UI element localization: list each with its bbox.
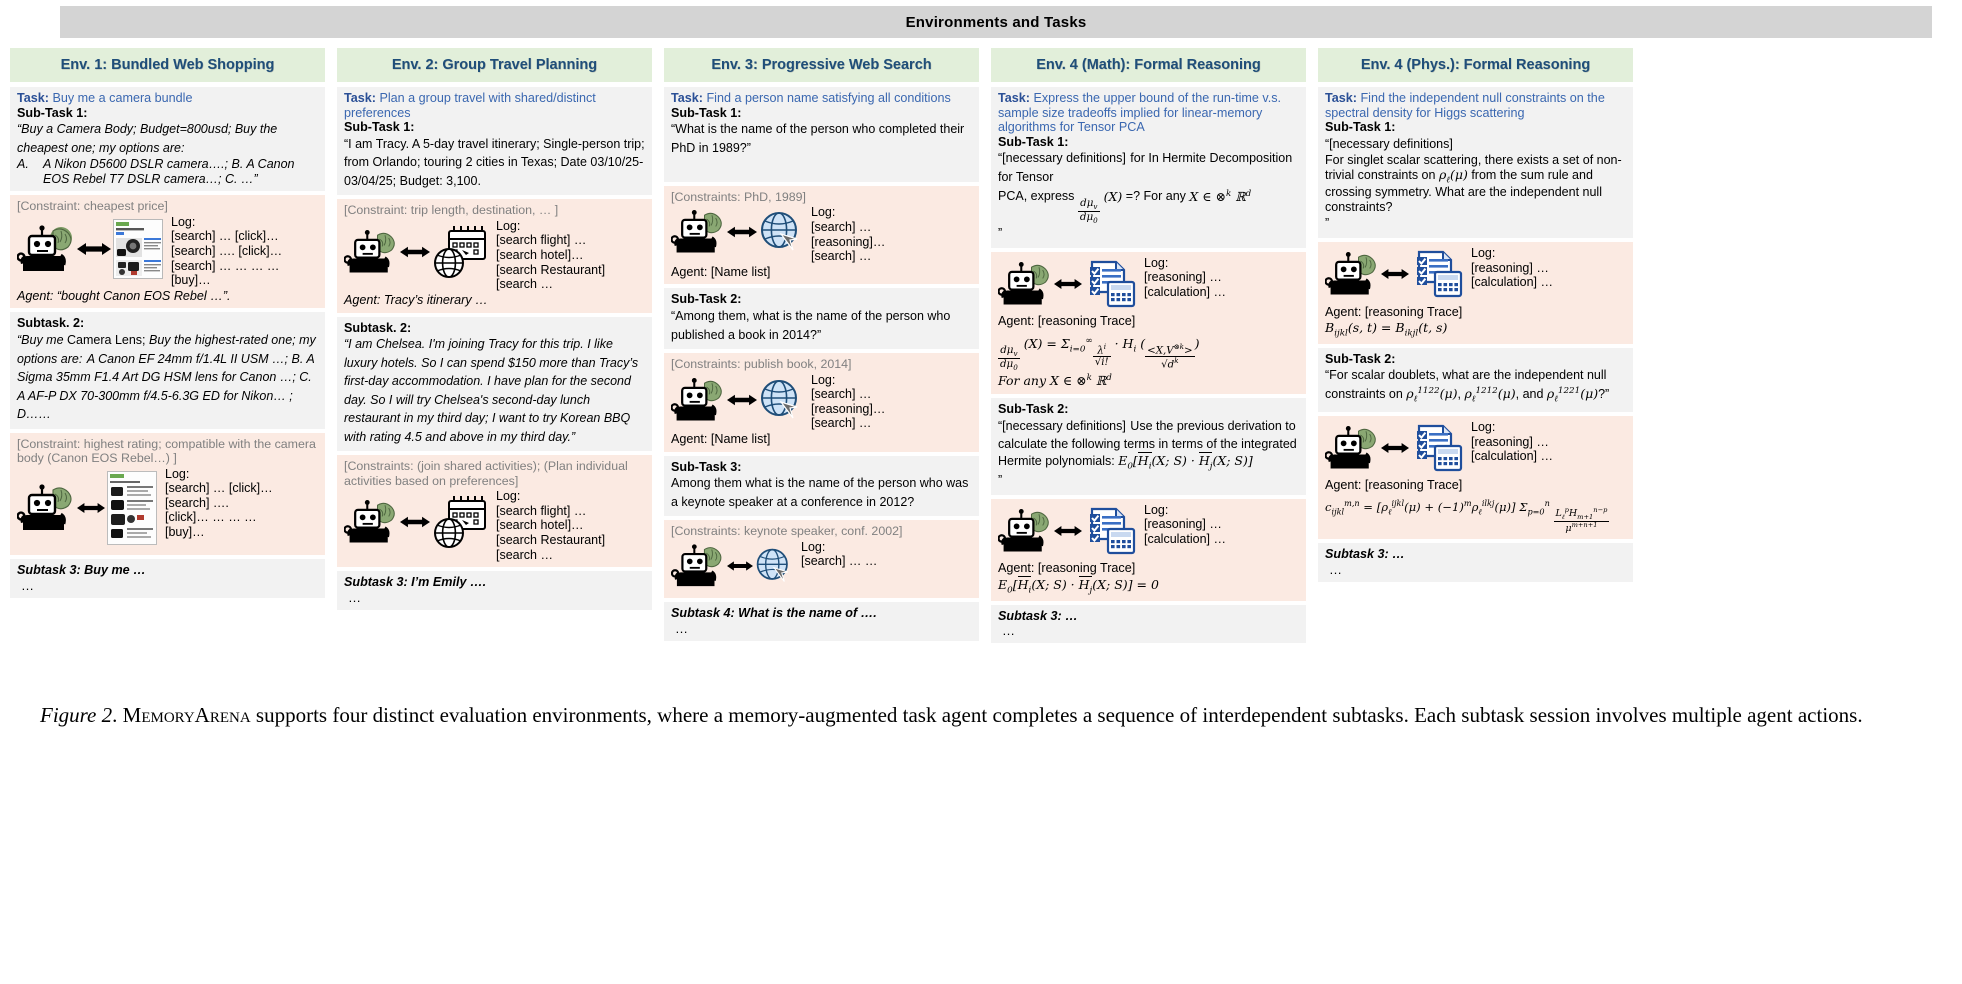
env3-agent3-row: [671, 540, 972, 594]
phys-agent1-formula: $B_{ijkl}(s$, $t) = B_{ikjl}(t$, s): [1325, 320, 1448, 339]
phys-task-label: Task:: [1325, 91, 1357, 105]
column-header-env2: [337, 48, 652, 82]
phys-subtask2-label: Sub-Task 2:: [1325, 351, 1396, 366]
env1-subtask1-label: Sub-Task 1:: [17, 105, 88, 120]
double-arrow-icon: [727, 559, 753, 579]
env2-task-text: Plan a group travel with shared/distinct preferences: [344, 91, 596, 120]
phys-subtask1-line2-post: from the sum rule and crossing symmetry. What are the independent null constraints?: [1325, 167, 1602, 214]
env2-task-label: Task:: [344, 91, 376, 105]
dmu-fraction: $\frac{d\mu_v}{d\mu_0}$ (X): [1079, 188, 1123, 225]
env1-log1-line3: [buy]…: [171, 273, 211, 288]
env2-log2-line0: [search flight] …: [496, 503, 587, 518]
env1-agent1-row: [17, 215, 318, 288]
env3-task-text: Find a person name satisfying all conditions: [706, 91, 951, 105]
robot-brain-icon: [671, 209, 725, 261]
phys-subtask1-close: ”: [1325, 216, 1330, 231]
system-name: MemoryArena: [122, 703, 251, 727]
math-subtask2-close: ”: [998, 473, 1003, 488]
env2-agent1-block: [337, 199, 652, 312]
column-env2: [337, 48, 652, 673]
env3-agent2-block: [664, 353, 979, 451]
double-arrow-icon: [1381, 440, 1409, 462]
env2-constraint1: [Constraint: trip length, destination, … ]: [344, 203, 559, 218]
robot-brain-icon: [671, 377, 725, 429]
env3-subtask3-label: Sub-Task 3:: [671, 459, 742, 474]
phys-agent1-row: [1325, 246, 1626, 304]
env1-subtask2-block: [10, 312, 325, 428]
env3-task-line: [671, 91, 972, 106]
phys-log1-title: Log:: [1471, 246, 1496, 261]
phys-agent2-row: [1325, 420, 1626, 478]
phys-agent1-block: [1318, 242, 1633, 344]
math-subtask2-line3: [998, 454, 1299, 472]
environments-and-tasks-banner: [60, 6, 1932, 38]
math-subtask2-label: Sub-Task 2:: [998, 401, 1069, 416]
checklist-calculator-icon: [1084, 260, 1136, 314]
column-env4-math: [991, 48, 1306, 673]
env3-log3: [797, 540, 972, 569]
robot-brain-icon: [344, 499, 398, 551]
math-subtask2-line2: Use the previous derivation to calculate the following terms in terms of the integrated: [998, 418, 1297, 452]
web-search-globe-icon: [759, 378, 803, 428]
column-env3: [664, 48, 979, 673]
env2-log1-line2: [search Restaurant]: [496, 262, 606, 277]
math-subtask2-block: [991, 398, 1306, 495]
env2-agent2-row: [344, 489, 645, 562]
math-agent1-block: [991, 252, 1306, 394]
env3-log1-line2: [search] …: [811, 249, 872, 264]
env3-subtask1-block: [664, 87, 979, 182]
env2-log1: [492, 219, 645, 292]
env2-subtask1-label: Sub-Task 1:: [344, 120, 415, 135]
env1-subtask2-quote-b: Camera Lens;: [63, 332, 150, 347]
robot-brain-icon: [1325, 251, 1379, 303]
checklist-calculator-icon: [1084, 507, 1136, 561]
math-log2-line1: [calculation] …: [1144, 532, 1226, 547]
phys-subtask2-sep2: , and: [1515, 387, 1547, 402]
env3-agent2-row: [671, 373, 972, 432]
math-agent1-icons: [998, 256, 1136, 314]
math-subtask1-line3-pre: PCA, express: [998, 189, 1078, 204]
math-log1-line0: [reasoning] …: [1144, 270, 1222, 285]
env1-log1-line2: [search] … … … …: [171, 258, 280, 273]
env3-subtask1-label: Sub-Task 1:: [671, 105, 742, 120]
env3-agent1-block: [664, 186, 979, 284]
phys-log1: [1467, 246, 1626, 290]
math-subtask2-line3-pre: Hermite polynomials:: [998, 453, 1119, 468]
phys-agent2-block: [1318, 416, 1633, 539]
env3-subtask1-quote: “What is the name of the person who completed their PhD in 1989?”: [671, 122, 965, 155]
figure-caption: [40, 700, 1930, 730]
math-agent1-output: Agent: [reasoning Trace]: [998, 314, 1136, 329]
env1-log1: [167, 215, 318, 288]
env1-log2-line3: [buy]…: [165, 525, 205, 539]
env2-log2-line2: [search Restaurant]: [496, 533, 606, 548]
math-log1: [1140, 256, 1299, 300]
column-header-env4-math: [991, 48, 1306, 82]
double-arrow-icon: [77, 241, 111, 263]
math-agent2-output: Agent: [reasoning Trace]: [998, 561, 1136, 576]
phys-subtask3-block: [1318, 543, 1633, 582]
env1-log2-title: Log:: [165, 466, 190, 481]
phys-subtask1-line1: “[necessary definitions]: [1325, 136, 1453, 151]
env2-log2: [492, 489, 645, 562]
env2-tail: …: [348, 589, 361, 605]
env3-agent1-output: Agent: [Name list]: [671, 264, 771, 279]
math-log2-line0: [reasoning] …: [1144, 517, 1222, 532]
env3-task-label: Task:: [671, 91, 703, 105]
math-subtask1-close: ”: [998, 226, 1003, 241]
env1-log1-title: Log:: [171, 214, 196, 229]
env1-subtask2-quote-c: Buy the highest-rated one; my options are:: [17, 332, 316, 366]
env3-constraint1: [Constraints: PhD, 1989]: [671, 190, 806, 204]
env2-log2-line1: [search hotel]…: [496, 518, 584, 533]
phys-subtask2-block: [1318, 348, 1633, 412]
env1-subtask3-block: [10, 559, 325, 598]
env3-subtask4-block: [664, 602, 979, 641]
env2-agent1-row: [344, 219, 645, 292]
phys-subtask1-line2-pre: For singlet scalar scattering, there exists a set of non-trivial constraints on: [1325, 153, 1622, 182]
env3-log1-title: Log:: [811, 205, 836, 220]
env3-agent2-icons: [671, 373, 803, 429]
env3-subtask2-label: Sub-Task 2:: [671, 292, 742, 307]
phys-log2-line1: [calculation] …: [1471, 449, 1553, 464]
phys-log1-line1: [calculation] …: [1471, 275, 1553, 290]
math-agent1-formula: $\frac{d\mu_v}{d\mu_0}$ $(X) = \Sigma_{i=0}^\infty$ $\frac{\lambda^i}{√i!}$ · $H_i$ ( $\frac{<X,V^{\otimes k}>}{√d^k}$ ): [1000, 335, 1200, 372]
env3-log2-line2: [search] …: [811, 416, 872, 431]
env3-tail: …: [675, 620, 688, 636]
rho-ell-mu-symbol: $\rho_\ell(\mu)$: [1438, 166, 1468, 186]
env3-subtask2-quote: “Among them, what is the name of the person who published a book in 2014?”: [671, 309, 951, 342]
env2-subtask3-label: Subtask 3: I’m Emily ….: [344, 575, 487, 590]
env2-agent1-output: Agent: Tracy’s itinerary …: [344, 292, 488, 307]
column-body-env3: [664, 87, 979, 641]
checklist-calculator-icon: [1411, 250, 1463, 304]
math-agent2-row: [998, 503, 1299, 561]
env1-task-text: Buy me a camera bundle: [52, 91, 193, 105]
column-title-env1: Env. 1: Bundled Web Shopping: [60, 57, 275, 73]
x-in-tensor-space: X ∈ ⊗$^k$ ℝ$^d$: [1189, 188, 1252, 204]
math-task-label: Task:: [998, 91, 1030, 105]
robot-brain-icon: [671, 544, 725, 594]
phys-task-text: Find the independent null constraints on the spectral density for Higgs scattering: [1325, 91, 1605, 120]
phys-log2-title: Log:: [1471, 419, 1496, 434]
product-page-thumbnail-icon: [107, 471, 157, 551]
phys-subtask3-label: Subtask 3: …: [1325, 546, 1405, 561]
web-search-globe-icon: [755, 547, 793, 591]
env3-subtask2-block: [664, 288, 979, 349]
env3-agent1-row: [671, 205, 972, 264]
phys-agent2-formula: $c_{ijkl}^{m,n} = [\rho_\ell^{ijkl}(\mu) + (-1)^m\rho_\ell^{ilkj}(\mu)]$ $\Sigma_{p=0}^n$ $\frac{L_\ell^pH_{m+1}^{n-p}}{\mu^{m+n+1}}$: [1325, 498, 1608, 535]
env1-agent1-output: Agent: “bought Canon EOS Rebel …”.: [17, 288, 231, 303]
math-subtask3-label: Subtask 3: …: [998, 608, 1078, 623]
env2-agent1-icons: [344, 219, 488, 287]
env1-log1-line1: [search] …. [click]…: [171, 243, 283, 258]
env2-log1-line1: [search hotel]…: [496, 248, 584, 263]
phys-agent1-output: Agent: [reasoning Trace]: [1325, 304, 1463, 319]
column-body-env4-phys: [1318, 87, 1633, 582]
env1-task-line: [17, 91, 318, 106]
phys-subtask2-line1: “For scalar doublets, what are the independent null constraints on: [1325, 368, 1607, 402]
env3-log3-line0: [search] … …: [801, 554, 878, 569]
math-log2-title: Log:: [1144, 502, 1169, 517]
phys-subtask2-text: [1325, 366, 1626, 407]
math-agent2-icons: [998, 503, 1136, 561]
env3-log2: [807, 373, 972, 432]
env2-subtask2-label: Subtask. 2:: [344, 320, 412, 335]
rho-1122-symbol: $\rho_\ell^{1122}(\mu)$: [1406, 386, 1458, 405]
env1-subtask2-quote-a: “Buy me: [17, 332, 64, 347]
double-arrow-icon: [77, 500, 105, 522]
phys-agent2-output: Agent: [reasoning Trace]: [1325, 478, 1463, 493]
environment-columns: [0, 48, 1962, 673]
column-body-env1: [10, 87, 325, 598]
double-arrow-icon: [727, 224, 757, 246]
env3-subtask4-label: Subtask 4: What is the name of ….: [671, 606, 877, 621]
column-body-env2: [337, 87, 652, 610]
calendar-globe-icon: [432, 493, 488, 557]
env3-log2-line0: [search] …: [811, 387, 872, 402]
env3-log1-line1: [reasoning]…: [811, 234, 886, 249]
web-search-globe-icon: [759, 210, 803, 260]
env1-subtask1-quote: “Buy a Camera Body; Budget=800usd; Buy the cheapest one; my options are:: [17, 122, 278, 155]
phys-subtask1-line2: [1325, 153, 1626, 214]
double-arrow-icon: [1054, 523, 1082, 545]
column-env1: [10, 48, 325, 673]
caption-period: .: [112, 703, 123, 727]
env3-log3-title: Log:: [801, 539, 826, 554]
math-log1-title: Log:: [1144, 255, 1169, 270]
column-header-env3: [664, 48, 979, 82]
math-agent1-formula-line2: For any X ∈ ⊗$^k$ ℝ$^d$: [998, 373, 1112, 389]
env3-constraint2: [Constraints: publish book, 2014]: [671, 357, 852, 372]
env2-log1-title: Log:: [496, 218, 521, 233]
env1-subtask1-options: [17, 157, 318, 186]
phys-subtask1-label: Sub-Task 1:: [1325, 120, 1396, 135]
env2-subtask1-quote: “I am Tracy. A 5-day travel itinerary; Single-person trip; from Orlando; touring 2 cities in Texas; Date 03/10/25-03/04/25; Budget: 3,100.: [344, 136, 645, 188]
env3-subtask3-block: [664, 456, 979, 517]
column-body-env4-math: [991, 87, 1306, 643]
double-arrow-icon: [1381, 266, 1409, 288]
math-agent2-formula: $E_0[H_i(X$; $S) \cdot H_j(X$; S)] = 0: [998, 576, 1159, 596]
column-header-env1: [10, 48, 325, 82]
phys-log1-line0: [reasoning] …: [1471, 260, 1549, 275]
env2-log1-line0: [search flight] …: [496, 233, 587, 248]
banner-title: Environments and Tasks: [905, 13, 1087, 31]
math-subtask1-line3-post: =? For any: [1122, 189, 1190, 204]
robot-brain-icon: [998, 261, 1052, 313]
double-arrow-icon: [400, 514, 430, 536]
env2-agent2-icons: [344, 489, 488, 557]
phys-task-line: [1325, 91, 1626, 120]
math-task-line: [998, 91, 1299, 135]
env1-subtask2-options: A Canon EF 24mm f/1.4L II USM …; B. A Sigma 35mm F1.4 Art DG HSM lens for Canon …; C. A AF-P DX 70-300mm f/4.5-6.3G ED for Nikon… ; D……: [17, 351, 315, 422]
math-subtask1-line1: “[necessary definitions]: [998, 151, 1126, 166]
env2-log1-line3: [search …: [496, 277, 553, 292]
math-subtask1-label: Sub-Task 1:: [998, 134, 1069, 149]
robot-brain-icon: [344, 229, 398, 281]
math-tail: …: [1002, 623, 1015, 639]
env1-agent2-icons: [17, 467, 157, 551]
math-subtask1-line3: [998, 186, 1299, 224]
math-log2: [1140, 503, 1299, 547]
math-subtask1-block: [991, 87, 1306, 248]
checklist-calculator-icon: [1411, 424, 1463, 478]
rho-1221-symbol: $\rho_\ell^{1221}(\mu)$: [1546, 386, 1599, 405]
robot-brain-icon: [17, 484, 75, 538]
env2-task-line: [344, 91, 645, 120]
env2-agent2-block: [337, 455, 652, 567]
env1-subtask2-label: Subtask. 2:: [17, 316, 85, 331]
shopping-page-thumbnail-icon: [113, 219, 163, 285]
env2-constraint2: [Constraints: (join shared activities); (Plan individual activities based on preferences]: [344, 459, 628, 488]
phys-subtask2-sep1: ,: [1457, 387, 1465, 402]
column-header-env4-phys: [1318, 48, 1633, 82]
column-title-env3: Env. 3: Progressive Web Search: [711, 57, 932, 73]
env3-log1: [807, 205, 972, 264]
env3-subtask3-quote: Among them what is the name of the person who was a keynote speaker at a conference in 2012?: [671, 476, 969, 509]
env1-constraint2: [Constraint: highest rating; compatible with the camera body (Canon EOS Rebel…) ]: [17, 436, 316, 466]
env2-subtask2-block: [337, 317, 652, 452]
env2-subtask1-block: [337, 87, 652, 195]
env1-agent1-icons: [17, 215, 163, 285]
column-title-env4-phys: Env. 4 (Phys.): Formal Reasoning: [1360, 57, 1591, 73]
env3-log2-title: Log:: [811, 372, 836, 387]
env2-subtask3-block: [337, 571, 652, 610]
robot-brain-icon: [998, 508, 1052, 560]
robot-brain-icon: [17, 225, 75, 279]
env1-agent2-row: [17, 467, 318, 551]
env1-log1-line0: [search] … [click]…: [171, 229, 279, 244]
env1-agent1-block: [10, 195, 325, 308]
env1-log2-line0: [search] … [click]…: [165, 481, 273, 496]
env2-log2-title: Log:: [496, 489, 521, 504]
env1-task-label: Task:: [17, 91, 49, 105]
env1-subtask3-label: Subtask 3: Buy me …: [17, 563, 146, 578]
env1-option-text: A Nikon D5600 DSLR camera….; B. A Canon EOS Rebel T7 DSLR camera…; C. …”: [43, 157, 295, 186]
expectation-hermite-expr: $E_0[H_i(X$; $S) \cdot H_j(X$; S)]: [1118, 452, 1253, 472]
figure-number: Figure 2: [40, 703, 113, 727]
env2-log2-line3: [search …: [496, 547, 553, 562]
rho-1212-symbol: $\rho_\ell^{1212}(\mu)$: [1464, 386, 1516, 405]
env2-subtask2-quote: “I am Chelsea. I'm joining Tracy for this trip. I like luxury hotels. So I can spend $150 more than Tracy’s first-day accommodation. I have plan for the second day. So I will try Chelsea's second-day lunch restaurant in my third day; I want to try Korean BBQ with rating 4.5 and above in my third day.”: [344, 337, 639, 444]
phys-agent1-icons: [1325, 246, 1463, 304]
phys-log2: [1467, 420, 1626, 464]
env3-agent1-icons: [671, 205, 803, 261]
double-arrow-icon: [1054, 276, 1082, 298]
column-title-env2: Env. 2: Group Travel Planning: [391, 57, 598, 73]
double-arrow-icon: [400, 244, 430, 266]
phys-agent2-icons: [1325, 420, 1463, 478]
env1-subtask1-block: [10, 87, 325, 191]
env3-log2-line1: [reasoning]…: [811, 401, 886, 416]
math-log1-line1: [calculation] …: [1144, 284, 1226, 299]
env3-log1-line0: [search] …: [811, 220, 872, 235]
env3-agent2-output: Agent: [Name list]: [671, 432, 771, 447]
env3-agent3-icons: [671, 540, 793, 594]
env1-log2: [161, 467, 318, 540]
double-arrow-icon: [727, 392, 757, 414]
env1-option-marker: A.: [17, 157, 29, 172]
math-agent1-row: [998, 256, 1299, 314]
phys-subtask2-close: ?”: [1598, 387, 1610, 402]
env1-log2-line2: [click]… … … …: [165, 510, 257, 525]
caption-text: supports four distinct evaluation environments, where a memory-augmented task agent completes a sequence of interdependent subtasks. Each subtask session involves multiple agent actions.: [250, 703, 1863, 727]
env1-agent2-block: [10, 433, 325, 555]
env3-agent3-block: [664, 520, 979, 598]
robot-brain-icon: [1325, 425, 1379, 477]
calendar-globe-icon: [432, 223, 488, 287]
column-env4-phys: [1318, 48, 1633, 673]
math-subtask2-line1: “[necessary definitions]: [998, 418, 1126, 433]
math-agent2-block: [991, 499, 1306, 601]
phys-subtask1-block: [1318, 87, 1633, 238]
math-task-text: Express the upper bound of the run-time v.s. sample size tradeoffs implied for linear-memory algorithms for Tensor PCA: [998, 91, 1282, 135]
phys-tail: …: [1329, 561, 1342, 577]
env1-tail: …: [21, 577, 34, 593]
column-title-env4-math: Env. 4 (Math): Formal Reasoning: [1036, 57, 1261, 73]
math-for-any-text: For any: [998, 373, 1047, 389]
env3-constraint3: [Constraints: keynote speaker, conf. 2002]: [671, 524, 903, 539]
env1-log2-line1: [search] ….: [165, 495, 229, 510]
math-subtask3-block: [991, 605, 1306, 644]
math-subtask1-line2: for In Hermite Decomposition for Tensor: [998, 151, 1293, 184]
phys-log2-line0: [reasoning] …: [1471, 434, 1549, 449]
env1-constraint1: [Constraint: cheapest price]: [17, 199, 168, 214]
